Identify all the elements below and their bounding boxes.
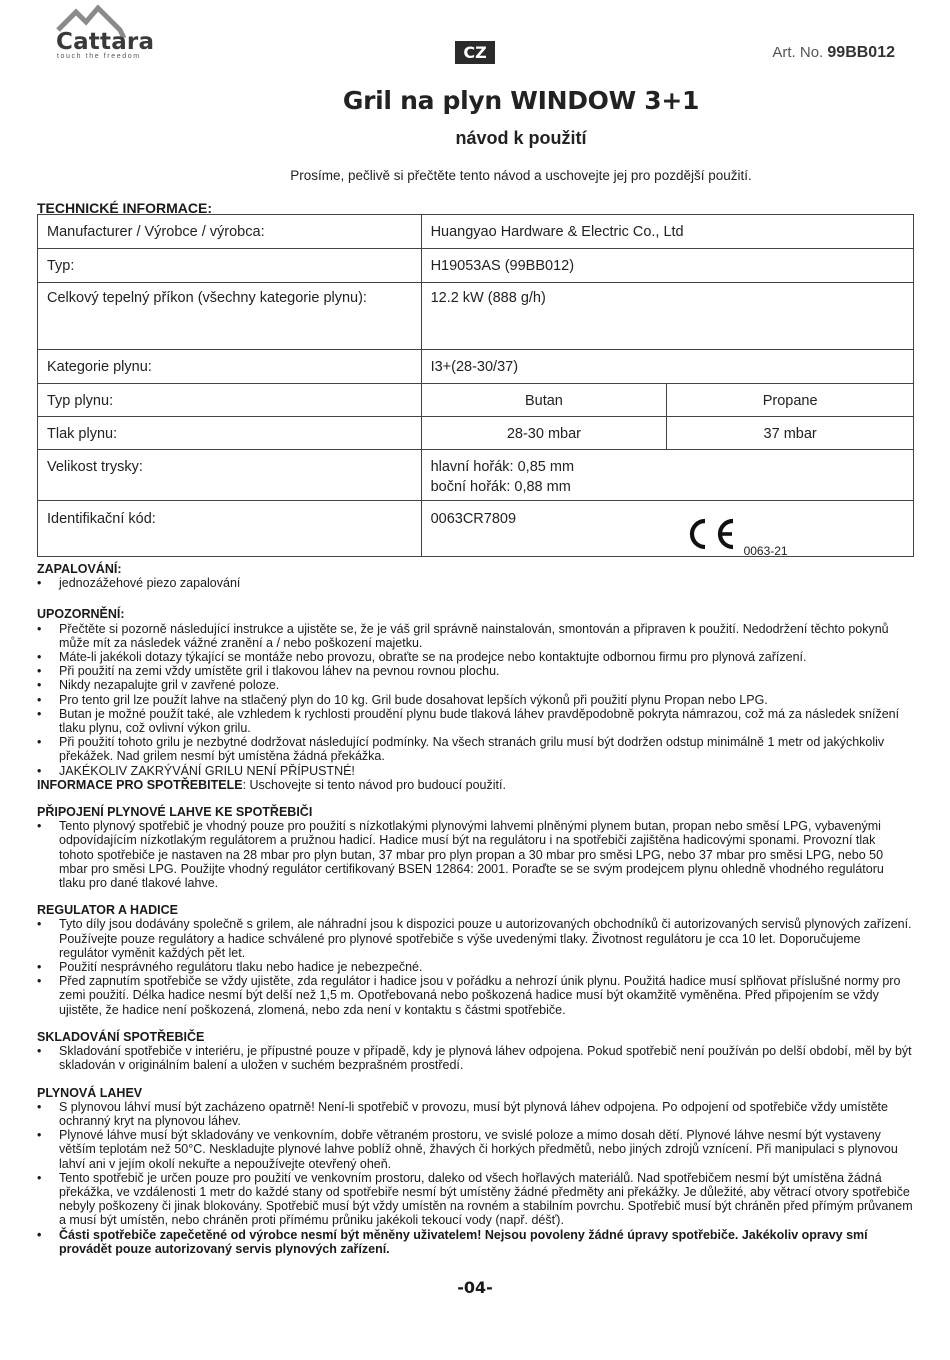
connection-list <box>37 819 913 890</box>
table-row <box>38 450 914 501</box>
list-item: • S plynovou láhví musí být zacházeno opatrně! Není-li spotřebič v provozu, musí být plynová láhev odpojena. Po odpojení od spotřebiče vždy umístěte ochranný kryt na plynovou láhev. <box>37 1100 913 1128</box>
warnings-list <box>37 622 913 778</box>
article-value: 99BB012 <box>827 44 895 61</box>
list-item: • JAKÉKOLIV ZAKRÝVÁNÍ GRILU NENÍ PŘÍPUSTNÉ! <box>37 764 913 778</box>
list-item: • Použití nesprávného regulátoru tlaku nebo hadice je nebezpečné. <box>37 960 913 974</box>
table-row <box>38 249 914 283</box>
ce-code: 0063-21 <box>743 544 788 558</box>
table-row <box>38 215 914 249</box>
tech-value <box>421 501 913 557</box>
consumer-info-text: : Uschovejte si tento návod pro budoucí použití. <box>242 777 506 792</box>
tech-table <box>37 214 914 557</box>
regulator-list <box>37 917 913 1016</box>
tech-value: 12.2 kW (888 g/h) <box>421 283 913 350</box>
brand-name: Cattara <box>56 29 155 55</box>
intro-text: Prosíme, pečlivě si přečtěte tento návod a uschovejte jej pro pozdější použití. <box>290 168 752 183</box>
table-row <box>38 501 914 557</box>
tech-label: Identifikační kód: <box>38 501 422 557</box>
instructions <box>37 562 913 1256</box>
storage-list <box>37 1044 913 1072</box>
list-item: • Máte-li jakékoli dotazy týkající se montáže nebo provozu, obraťte se na prodejce nebo kontaktujte odbornou firmu pro plynová zařízení. <box>37 650 913 664</box>
page-number: -04- <box>457 1278 493 1297</box>
list-item: • Tento spotřebič je určen pouze pro použití ve venkovním prostoru, daleko od všech hořlavých materiálů. Nad spotřebičem nesmí být umístěna žádná překážka, ve vzdálenosti 1 metr do každé stany od spotřebiře nesmí být umístěny žádné předměty ani překážky. Je důležité, aby větrací otvory spotřebiče nebyly poškozeny či jinak blokovány. Spotřebič musí být vždy umístěn na rovném a stabilním povrchu. Spotřebič musí být chráněn před přímým průvanem a musí být umístěn, nebo chráněn proti přímému průniku jakékoli tekoucí vody (např. déšť). <box>37 1171 913 1228</box>
tech-value: H19053AS (99BB012) <box>421 249 913 283</box>
tech-label: Kategorie plynu: <box>38 350 422 384</box>
list-item: • Nikdy nezapalujte gril v zavřené poloze. <box>37 678 913 692</box>
tech-label: Typ plynu: <box>38 384 422 417</box>
tech-heading: TECHNICKÉ INFORMACE: <box>37 200 212 216</box>
table-row <box>38 417 914 450</box>
article-label: Art. No. <box>772 44 824 61</box>
tech-value: I3+(28-30/37) <box>421 350 913 384</box>
id-code: 0063CR7809 <box>430 511 517 527</box>
nozzle-main: hlavní hořák: 0,85 mm <box>430 459 575 475</box>
warnings-heading: UPOZORNĚNÍ: <box>37 607 125 622</box>
list-item: • Tyto díly jsou dodávány společně s grilem, ale náhradní jsou k dispozici pouze u autorizovaných obchodníků či autorizovaných servisů plynových zařízení. Používejte pouze regulátory a hadice schválené pro plynové spotřebiče s výše uvedenými tlaky. Životnost regulátoru je cca 10 let. Doporučujeme regulátor vyměnit každých pět let. <box>37 917 913 960</box>
connection-heading: PŘIPOJENÍ PLYNOVÉ LAHVE KE SPOTŘEBIČI <box>37 805 313 820</box>
tech-value-butane: Butan <box>421 384 667 417</box>
consumer-info-label: INFORMACE PRO SPOTŘEBITELE <box>37 777 243 792</box>
table-row <box>38 384 914 417</box>
list-item: • Přečtěte si pozorně následující instrukce a ujistěte se, že je váš gril správně nainstalován, smontován a připraven k použití. Nedodržení těchto pokynů může mít za následek vážné zranění a / nebo poškození majetku. <box>37 622 913 650</box>
list-item: • Části spotřebiče zapečetěné od výrobce nesmí být měněny uživatelem! Nejsou povoleny žádné úpravy spotřebiče. Jakékoliv opravy smí provádět pouze autorizovaný servis plynových zařízení. <box>37 1228 913 1256</box>
tech-value-butane: 28-30 mbar <box>421 417 667 450</box>
table-row <box>38 350 914 384</box>
list-item: • Skladování spotřebiče v interiéru, je přípustné pouze v případě, kdy je plynová láhev odpojena. Pokud spotřebič není používán po delší období, měl by být skladován v originálním balení a uložen v suchém bezprašném prostředí. <box>37 1044 913 1072</box>
brand-tagline: touch the freedom <box>57 53 141 60</box>
list-item: • Butan je možné použít také, ale vzhledem k rychlosti proudění plynu bude tlaková láhev pravděpodobně pokryta námrazou, což má za následek snížení tlaku plynu, což ovlivní výkon grilu. <box>37 707 913 735</box>
document-title: Gril na plyn WINDOW 3+1 <box>342 86 700 115</box>
document-subtitle: návod k použití <box>455 128 587 148</box>
tech-value <box>421 450 913 501</box>
tech-value: Huangyao Hardware & Electric Co., Ltd <box>421 215 913 249</box>
table-row <box>38 283 914 350</box>
list-item: • Tento plynový spotřebič je vhodný pouze pro použití s nízkotlakými plynovými lahvemi plněnými plynem butan, propan nebo směsí LPG, vybavenými odpovídajícím nízkotlakým regulátorem a pružnou hadicí. Hadice musí být na regulátoru i na spotřebiči zajištěna hadicovými sponami. Provozní tlak tohoto spotřebiče je nastaven na 28 mbar pro plyn butan, 37 mbar pro plyn propan a 30 mbar pro směsi LPG, nebo 37 mbar pro směsi LPG, nebo 50 mbar pro směsi LPG. Použijte vhodný regulátor certifikovaný BSEN 12864: 2001. Poraďte se se svým prodejcem plynu ohledně vhodného regulátoru tlaku pro dané tlakové lahve. <box>37 819 913 890</box>
consumer-info <box>37 778 913 792</box>
list-item: • jednozážehové piezo zapalování <box>37 576 913 590</box>
list-item: • Před zapnutím spotřebiče se vždy ujistěte, zda regulátor i hadice jsou v pořádku a nehrozí únik plynu. Použitá hadice musí splňovat příslušné normy pro zemi použití. Délka hadice nesmí být delší než 1,5 m. Opotřebovaná nebo poškozená hadice musí být okamžitě vyměněna. Před připojením se vždy ujistěte, že hadice není poškozená, zlomená, nebo zda není v kontaktu s částmi spotřebiče. <box>37 974 913 1017</box>
list-item: • Při použití na zemi vždy umístěte gril i tlakovou láhev na pevnou rovnou plochu. <box>37 664 913 678</box>
tech-label: Celkový tepelný příkon (všechny kategorie plynu): <box>38 283 422 350</box>
tech-label: Typ: <box>38 249 422 283</box>
ignition-heading: ZAPALOVÁNÍ: <box>37 562 122 576</box>
ignition-list <box>37 576 913 590</box>
cylinder-list <box>37 1100 913 1256</box>
storage-heading: SKLADOVÁNÍ SPOTŘEBIČE <box>37 1029 205 1044</box>
article-number <box>772 44 895 62</box>
regulator-heading: REGULATOR A HADICE <box>37 903 178 918</box>
ce-mark-icon <box>683 517 739 551</box>
tech-label: Manufacturer / Výrobce / výrobca: <box>38 215 422 249</box>
tech-label: Tlak plynu: <box>38 417 422 450</box>
list-item: • Plynové láhve musí být skladovány ve venkovním, dobře větraném prostoru, ve svislé poloze a mimo dosah dětí. Plynové láhve nesmí být vystaveny větším teplotám než 50°C. Neskladujte plynové lahve poblíž ohně, žhavých či horkých předmětů, nebo jiných zdrojů vznícení. Při manipulaci s plynovou lahví ani v jejím okolí nekuřte a nepoužívejte otevřený oheň. <box>37 1128 913 1171</box>
tech-value-propane: 37 mbar <box>667 417 914 450</box>
tech-value-propane: Propane <box>667 384 914 417</box>
language-badge: CZ <box>455 41 495 64</box>
list-item: • Pro tento gril lze použít lahve na stlačený plyn do 10 kg. Gril bude dosahovat lepších výkonů při použití plynu Propan nebo LPG. <box>37 693 913 707</box>
list-item: • Při použití tohoto grilu je nezbytné dodržovat následující podmínky. Na všech stranách grilu musí být dodržen odstup minimálně 1 metr od jakýchkoliv překážek. Nad grilem nesmí být umístěna žádná překážka. <box>37 735 913 763</box>
tech-label: Velikost trysky: <box>38 450 422 501</box>
nozzle-side: boční hořák: 0,88 mm <box>430 479 571 495</box>
cylinder-heading: PLYNOVÁ LAHEV <box>37 1085 143 1100</box>
